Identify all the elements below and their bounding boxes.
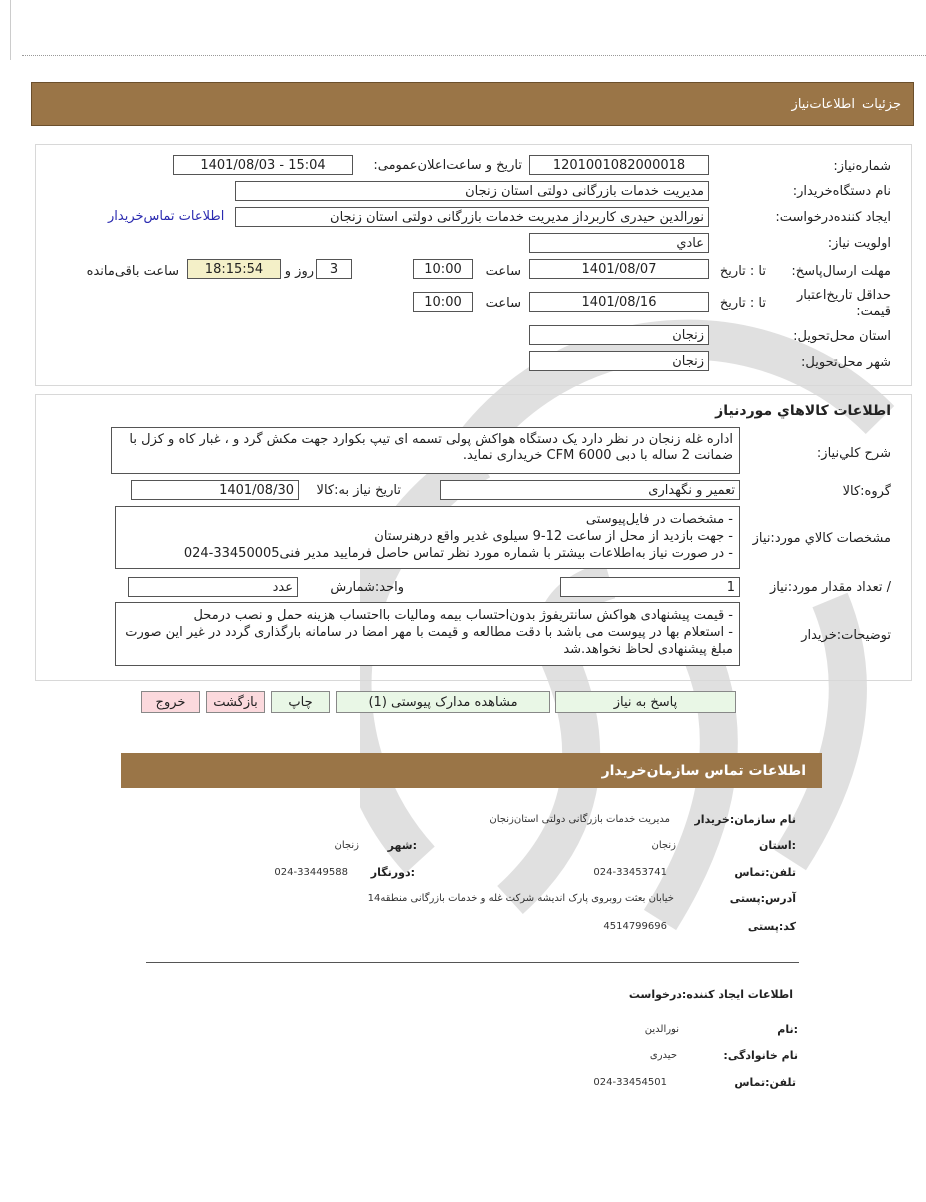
- contact-fax-value: 024-33449588: [274, 867, 348, 878]
- contact-fax-label: :دورنگار: [370, 866, 415, 879]
- priority-field: عادي: [529, 233, 709, 253]
- contact-city-value: زنجان: [334, 840, 359, 851]
- spec-line: - جهت بازدید از محل از ساعت 12-9 سیلوی غدیر واقع درهنرستان: [374, 529, 733, 544]
- need-date-label: تاریخ نیاز به:کالا: [316, 483, 401, 498]
- note-line: - استعلام بها در پیوست می باشد با دقت مطالعه و قیمت با مهر امضا در سامانه بارگذاری گردد در غیر این صورت مبلغ پیشنهادی لحاظ نخواهد.شد: [125, 625, 733, 657]
- buyer-contact-link[interactable]: اطلاعات تماس‌خریدار: [108, 209, 225, 224]
- announce-date-field: 1401/08/03 - 15:04: [173, 155, 353, 175]
- delivery-city-label: شهر محل‌تحویل:: [801, 355, 891, 370]
- need-number-label: شماره‌نیاز:: [833, 159, 891, 174]
- creator-phone-value: 024-33454501: [593, 1077, 667, 1088]
- reply-button[interactable]: پاسخ به نیاز: [555, 691, 736, 713]
- spec-line: - در صورت نیاز به‌اطلاعات بیشتر با شماره مورد نظر تماس حاصل فرمایید مدیر فنی33450005-024: [183, 546, 733, 561]
- contact-postal-label: کد:پستی: [747, 920, 796, 933]
- creator-name-value: نورالدین: [644, 1024, 679, 1035]
- view-attachments-button[interactable]: مشاهده مدارک پیوستی (1): [336, 691, 550, 713]
- need-summary-label: شرح کلي‌نياز:: [816, 446, 891, 461]
- tab-need-info[interactable]: اطلاعات‌نیاز: [791, 97, 855, 112]
- buyer-contact-title: اطلاعات تماس سازمان‌خریدار: [601, 763, 806, 779]
- unit-field: عدد: [128, 577, 298, 597]
- contact-org-value: مدیریت خدمات بازرگانی دولتی استان‌زنجان: [489, 814, 670, 825]
- spec-line: - مشخصات در فایل‌پیوستی: [585, 512, 733, 527]
- contact-city-label: :شهر: [387, 839, 417, 852]
- creator-phone-label: تلفن:تماس: [734, 1076, 796, 1089]
- unit-label: واحد:شمارش: [330, 580, 404, 595]
- header-bar: [31, 82, 914, 126]
- buyer-notes-label: توضیحات:خریدار: [801, 628, 891, 643]
- announce-date-label: تاریخ و ساعت‌اعلان‌عمومی:: [373, 158, 522, 173]
- top-dotted-divider: [22, 55, 926, 56]
- goods-group-label: گروه:کالا: [842, 484, 891, 499]
- remaining-time-field: 18:15:54: [187, 259, 281, 279]
- contact-address-value: خیابان بعثت روبروی پارک اندیشه شرکت غله و خدمات بازرگانی منطقه14: [367, 893, 674, 904]
- deadline-date-field: 1401/08/07: [529, 259, 709, 279]
- contact-org-label: نام سازمان:خریدار: [694, 813, 796, 826]
- contact-province-value: زنجان: [651, 840, 676, 851]
- buyer-org-field: مدیریت خدمات بازرگانی دولتی استان زنجان: [235, 181, 709, 201]
- delivery-city-field: زنجان: [529, 351, 709, 371]
- note-line: - قیمت پیشنهادی هواکش سانتریفوژ بدون‌احتساب بیمه ومالیات بااحتساب هزینه حمل و نصب درمحل: [193, 608, 733, 623]
- days-remaining-field: 3: [316, 259, 352, 279]
- priority-label: اولویت‌ نیاز:: [827, 236, 891, 251]
- requester-label: ایجاد کننده‌درخواست:: [775, 210, 891, 225]
- deadline-time-label: ساعت: [485, 264, 521, 279]
- need-number-field: 1201001082000018: [529, 155, 709, 175]
- validity-label-2: قیمت:: [856, 304, 891, 319]
- requester-field: نورالدین حیدری کاربرداز مدیریت خدمات بازرگانی دولتی استان زنجان: [235, 207, 709, 227]
- quantity-field: 1: [560, 577, 740, 597]
- contact-address-label: آدرس:پستی: [729, 892, 796, 905]
- goods-specs-field: [115, 506, 740, 569]
- validity-date-field: 1401/08/16: [529, 292, 709, 312]
- deadline-to-date-label: تا : تاریخ: [719, 264, 766, 279]
- buyer-contact-header: [121, 753, 822, 788]
- contact-phone-value: 024-33453741: [593, 867, 667, 878]
- buyer-notes-field: [115, 602, 740, 666]
- validity-label-1: حداقل تاریخ‌اعتبار: [797, 288, 891, 303]
- goods-specs-label: مشخصات کالاي مورد:نياز: [752, 531, 891, 546]
- contact-separator: [146, 962, 799, 963]
- print-button[interactable]: چاپ: [271, 691, 330, 713]
- goods-group-field: تعمیر و نگهداری: [440, 480, 740, 500]
- quantity-label: / تعداد مقدار مورد:نياز: [769, 580, 891, 595]
- exit-button[interactable]: خروج: [141, 691, 200, 713]
- left-edge-line: [10, 0, 11, 60]
- creator-section-title: اطلاعات ایجاد کننده:درخواست: [628, 988, 793, 1001]
- creator-family-label: نام خانوادگی:: [723, 1049, 798, 1062]
- delivery-province-field: زنجان: [529, 325, 709, 345]
- contact-phone-label: تلفن:تماس: [734, 866, 796, 879]
- contact-postal-value: 4514799696: [603, 921, 667, 932]
- validity-time-field: 10:00: [413, 292, 473, 312]
- back-button[interactable]: بازگشت: [206, 691, 265, 713]
- validity-to-date-label: تا : تاریخ: [719, 296, 766, 311]
- creator-family-value: حیدری: [649, 1050, 677, 1061]
- remaining-time-label: ساعت باقی‌مانده: [86, 264, 179, 279]
- tab-details[interactable]: جزئیات: [862, 97, 901, 112]
- goods-section-title: اطلاعات کالاهاي موردنياز: [715, 403, 891, 419]
- need-summary-field: اداره غله زنجان در نظر دارد یک دستگاه هواکش پولی تسمه ای تیپ بکوارد جهت مکش گرد و ، غبار کاه و کزل با ضمانت 2 ساله با دبی CFM 6000 خریداری نماید.: [111, 427, 740, 474]
- days-label: روز و: [284, 264, 314, 279]
- creator-name-label: :نام: [777, 1023, 798, 1036]
- deadline-label: مهلت ارسال‌پاسخ:: [791, 264, 891, 279]
- contact-province-label: :استان: [759, 839, 796, 852]
- deadline-time-field: 10:00: [413, 259, 473, 279]
- need-date-field: 1401/08/30: [131, 480, 299, 500]
- validity-time-label: ساعت: [485, 296, 521, 311]
- delivery-province-label: استان محل‌تحویل:: [793, 329, 891, 344]
- buyer-org-label: نام دستگاه‌خریدار:: [792, 184, 891, 199]
